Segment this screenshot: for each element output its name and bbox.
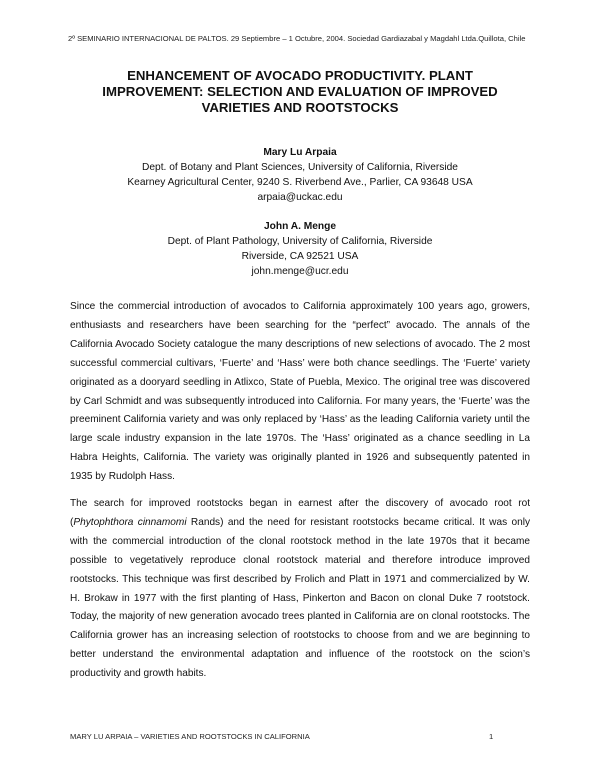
species-name: Phytophthora cinnamomi [73,516,187,528]
author-name: John A. Menge [263,221,337,232]
body-paragraph-2 [70,495,530,684]
title-line-2: IMPROVEMENT: SELECTION AND EVALUATION OF IMPROVED [102,84,498,99]
author-email[interactable]: arpaia@uckac.edu [257,192,343,203]
body-paragraph-1: Since the commercial introduction of avocados to California approximately 100 years ago, growers, enthusiasts and researchers have been searching for the “perfect” avocado. The annals of the California Avocado Society catalogue the many descriptions of new selections of avocado. The 2 most successful commercial cultivars, ‘Fuerte’ and ‘Hass’ were both chance seedlings. The ‘Fuerte’ variety originated as a dooryard seedling in Atlixco, State of Puebla, Mexico. The original tree was discovered by Carl Schmidt and was subsequently introduced into California. For many years, the ‘Fuerte’ was the preeminent California variety and was only replaced by ‘Hass’ as the leading California variety until the large scale industry expansion in the late 1970s. The ‘Hass’ originated as a chance seedling in La Habra Heights, California. The variety was originally planted in 1926 and subsequently patented in 1935 by Rudolph Hass. [70,301,530,483]
paragraph-text: Rands) and the need for resistant rootstocks became critical. It was only with the commercial introduction of the clonal rootstock method in the late 1970s that it became possible to vegetatively reproduce clonal rootstock material and therefore introduce improved rootstocks. This technique was first described by Frolich and Platt in 1971 and commercialized by W. H. Brokaw in 1977 with the first planting of Hass, Pinkerton and Bacon on clonal Duke 7 rootstock. Today, the majority of new generation avocado trees planted in California are on clonal rootstocks. The California grower has an increasing selection of rootstocks to choose from and we are beginning to better understand the environmental adaptation and influence of the rootstock on the scion’s productivity and growth habits. [70,516,530,680]
title-line-1: ENHANCEMENT OF AVOCADO PRODUCTIVITY. PLANT [127,68,473,83]
footer-running-title: MARY LU ARPAIA – VARIETIES AND ROOTSTOCKS IN CALIFORNIA [70,732,310,741]
author-address: Riverside, CA 92521 USA [241,251,359,262]
author-email[interactable]: john.menge@ucr.edu [251,266,349,277]
author-block-2 [60,219,540,279]
author-affiliation: Dept. of Botany and Plant Sciences, University of California, Riverside [142,162,458,173]
paper-title [60,68,540,116]
paragraph-text: The search for improved rootstocks began in earnest after the discovery of avocado root rot ( [70,498,530,528]
running-header: 2º SEMINARIO INTERNACIONAL DE PALTOS. 29 Septiembre – 1 Octubre, 2004. Sociedad Gardiazabal y Magdahl Ltda.Quillota, Chile [68,34,526,43]
author-affiliation: Dept. of Plant Pathology, University of California, Riverside [167,236,433,247]
title-line-3: VARIETIES AND ROOTSTOCKS [201,100,399,115]
author-address: Kearney Agricultural Center, 9240 S. Riverbend Ave., Parlier, CA 93648 USA [127,177,473,188]
author-block-1 [60,145,540,205]
author-name: Mary Lu Arpaia [263,147,337,158]
page-number: 1 [489,732,494,741]
